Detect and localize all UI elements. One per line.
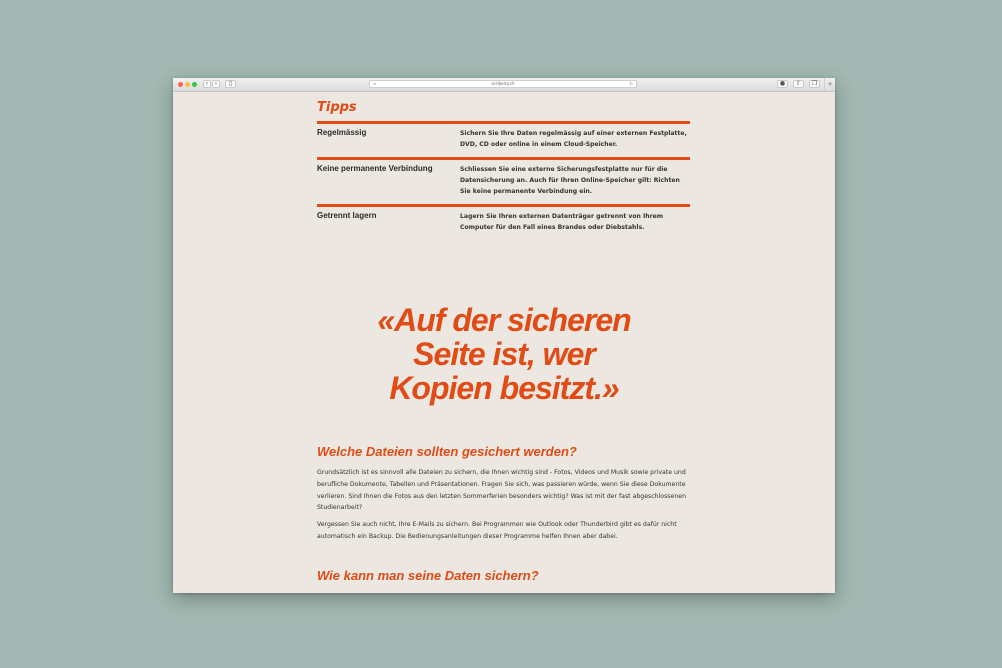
tipps-heading: Tipps [317, 100, 357, 115]
minimize-window-icon[interactable] [185, 82, 190, 87]
quote-line: «Auf der sicheren [377, 302, 631, 338]
tip-text: Lagern Sie Ihren externen Datenträger getrennt von Ihrem Computer für den Fall eines Brandes oder Diebstahls. [460, 213, 664, 232]
tip-label: Getrennt lagern [317, 211, 377, 220]
pull-quote [317, 303, 691, 405]
section-heading-sichern: Wie kann man seine Daten sichern? [317, 568, 539, 583]
close-window-icon[interactable] [178, 82, 183, 87]
tip-row [317, 121, 690, 158]
address-bar[interactable] [369, 80, 637, 88]
quote-line: Seite ist, wer [413, 336, 595, 372]
reload-icon[interactable]: ↻ [629, 81, 633, 86]
tip-text: Schliessen Sie eine externe Sicherungsfestplatte nur für die Datensicherung an. Auch für Ihren Online-Speicher gilt: Richten Sie keine permanente Verbindung ein. [460, 166, 680, 196]
tip-row [317, 157, 690, 205]
reader-icon[interactable]: ≡ [373, 81, 377, 86]
body-paragraph: Grundsätzlich ist es sinnvoll alle Dateien zu sichern, die Ihnen wichtig sind - Fotos, Videos und Musik sowie private und berufliche Dokumente, Tabellen und Präsentationen. Fragen Sie sich, was passieren würde, wenn Sie diese Dokumente verlieren. Sind Ihnen die Fotos aus den letzten Sommerferien besonders wichtig? Was ist mit der fast abgeschlossenen Studienarbeit? [317, 469, 686, 512]
browser-window [173, 78, 835, 593]
body-paragraph: Vergessen Sie auch nicht, Ihre E-Mails zu sichern. Bei Programmen wie Outlook oder Thunderbird gibt es dafür nicht automatisch ein Backup. Die Bedienungsanleitungen dieser Programme helfen Ihnen aber dabei. [317, 521, 677, 540]
tip-label: Keine permanente Verbindung [317, 164, 433, 173]
back-icon[interactable]: ‹ [203, 80, 211, 88]
tabs-icon[interactable]: ❐ [809, 80, 820, 88]
browser-toolbar [173, 78, 835, 92]
quote-line: Kopien besitzt.» [389, 370, 619, 406]
download-icon[interactable]: ● [777, 80, 788, 88]
zoom-window-icon[interactable] [192, 82, 197, 87]
url-text: ai-liberty.ch [491, 81, 515, 86]
tip-row [317, 204, 690, 241]
share-icon[interactable]: ⇧ [793, 80, 804, 88]
forward-icon[interactable]: › [212, 80, 220, 88]
new-tab-icon[interactable]: + [824, 78, 835, 91]
tip-text: Sichern Sie Ihre Daten regelmässig auf einer externen Festplatte, DVD, CD oder online in einem Cloud-Speicher. [460, 130, 687, 149]
tip-label: Regelmässig [317, 128, 367, 137]
section-heading-dateien: Welche Dateien sollten gesichert werden? [317, 444, 577, 459]
sidebar-icon[interactable]: ▯ [225, 80, 236, 88]
